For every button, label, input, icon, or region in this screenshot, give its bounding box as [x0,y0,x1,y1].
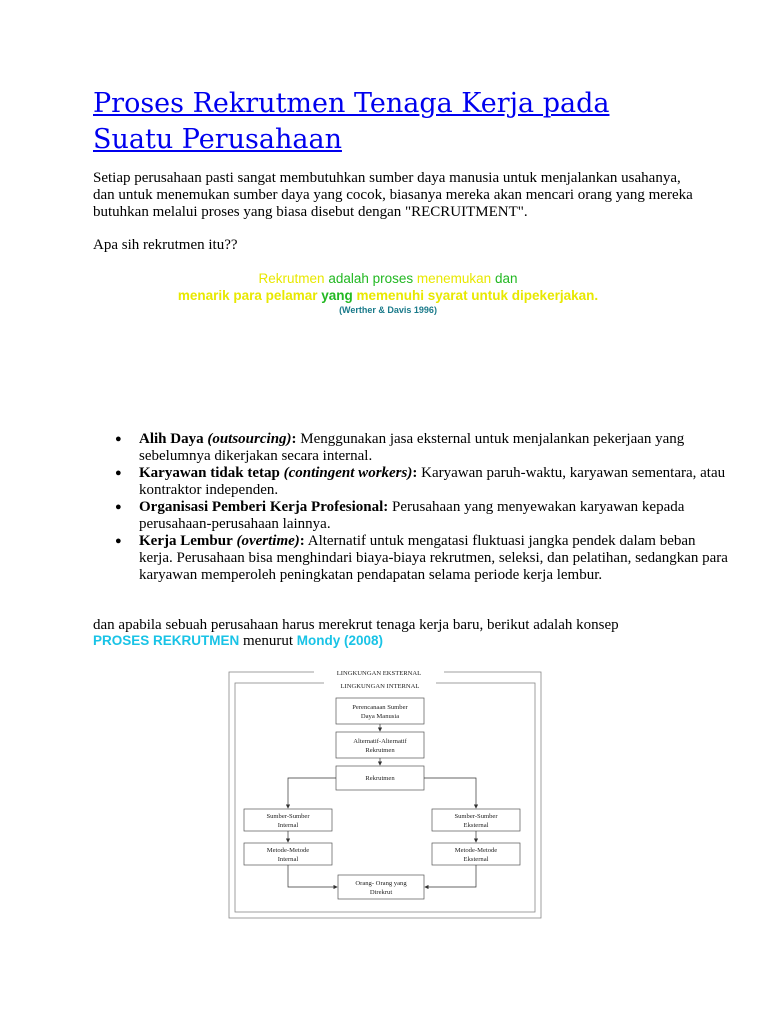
bullet-term: Karyawan tidak tetap [139,465,280,481]
arrow-metode-eksternal-orang [425,865,476,887]
arrow-rekrutmen-internal [288,778,336,808]
bullet-term-italic: (outsourcing) [207,431,292,447]
konsep-intro: dan apabila sebuah perusahaan harus merekrut tenaga kerja baru, berikut adalah konsep [93,617,619,633]
bullet-icon: ● [115,501,122,513]
box-metode-internal-line1: Metode-Metode [266,847,310,854]
bullet-list [93,431,729,584]
list-item [115,431,729,465]
box-rekrutmen-label: Rekrutmen [365,775,395,782]
page-title[interactable]: Proses Rekrutmen Tenaga Kerja pada Suatu Perusahaan [93,88,610,155]
box-alternatif-line2: Rekrutmen [365,747,395,754]
box-sumber-internal-line2: Internal [277,822,299,829]
box-perencanaan-sdm [336,698,424,724]
quote-adalah-proses: adalah proses [328,271,414,286]
bullet-icon: ● [115,535,122,547]
quote-dan: dan [494,271,518,286]
konsep-proses-rekrutmen: PROSES REKRUTMEN [93,633,240,648]
bullet-term-italic: (overtime) [236,533,300,549]
box-sumber-internal-line1: Sumber-Sumber [266,813,310,820]
arrow-metode-internal-orang [288,865,337,887]
box-alternatif-line1: Alternatif-Alternatif [353,738,407,745]
recruitment-process-diagram [228,666,542,920]
intro-paragraph: Setiap perusahaan pasti sangat membutuhkan sumber daya manusia untuk menjalankan usahanya, dan untuk menemukan sumber daya yang cocok, biasanya mereka akan mencari orang yang mereka butuhkan melalui proses yang biasa disebut dengan "RECRUITMENT". [93,170,693,220]
bullet-desc: Menggunakan jasa eksternal untuk menjalankan pekerjaan yang sebelumnya dikerjakan secara internal. [139,431,685,464]
bullet-icon: ● [115,467,122,479]
list-item [115,533,729,584]
quote-memenuhi: memenuhi syarat untuk dipekerjakan. [356,288,599,303]
quote-citation: (Werther & Davis 1996) [339,305,437,315]
quote-menemukan: menemukan [416,271,492,286]
bullet-term: Organisasi Pemberi Kerja Profesional: [139,499,389,515]
outer-label: LINGKUNGAN EKSTERNAL [336,670,422,677]
bullet-desc: Karyawan paruh-waktu, karyawan sementara, atau kontraktor independen. [139,465,726,498]
arrow-rekrutmen-eksternal [424,778,476,808]
bullet-term: Kerja Lembur [139,533,233,549]
konsep-menurut: menurut [243,633,294,649]
box-metode-internal-line2: Internal [277,856,299,863]
bullet-colon: : [299,533,305,549]
quote-menarik: menarik para pelamar [177,288,318,303]
quote-rekrutmen: Rekrutmen [258,271,325,286]
bullet-desc: Perusahaan yang menyewakan karyawan kepada perusahaan-perusahaan lainnya. [139,499,685,532]
bullet-term: Alih Daya [139,431,204,447]
box-metode-eksternal-line2: Eksternal [463,856,489,863]
box-sumber-eksternal-line2: Eksternal [463,822,489,829]
box-perencanaan-line2: Daya Manusia [360,713,400,720]
box-alternatif-rekrutmen [336,732,424,758]
box-orang-line1: Orang- Orang yang [355,880,407,887]
list-item [115,499,729,533]
konsep-mondy: Mondy (2008) [296,633,384,648]
bullet-icon: ● [115,433,122,445]
box-sumber-eksternal-line1: Sumber-Sumber [454,813,498,820]
quote-yang: yang [321,288,353,303]
inner-label: LINGKUNGAN INTERNAL [340,683,420,690]
box-perencanaan-line1: Perencanaan Sumber [352,704,408,711]
list-item [115,465,729,499]
bullet-term-italic: (contingent workers) [283,465,413,481]
definition-quote [93,270,683,316]
question-text: Apa sih rekrutmen itu?? [93,237,238,253]
box-metode-eksternal-line1: Metode-Metode [454,847,498,854]
bullet-desc: Alternatif untuk mengatasi fluktuasi jangka pendek dalam beban kerja. Perusahaan bisa menghindari biaya-biaya rekrutmen, seleksi, dan pelatihan, sedangkan para karyawan memperoleh peningkatan pendapatan selama periode kerja lembur. [139,533,728,583]
box-orang-line2: Direkrut [369,889,393,896]
bullet-colon: : [291,431,297,447]
konsep-line [93,632,383,650]
bullet-colon: : [412,465,418,481]
